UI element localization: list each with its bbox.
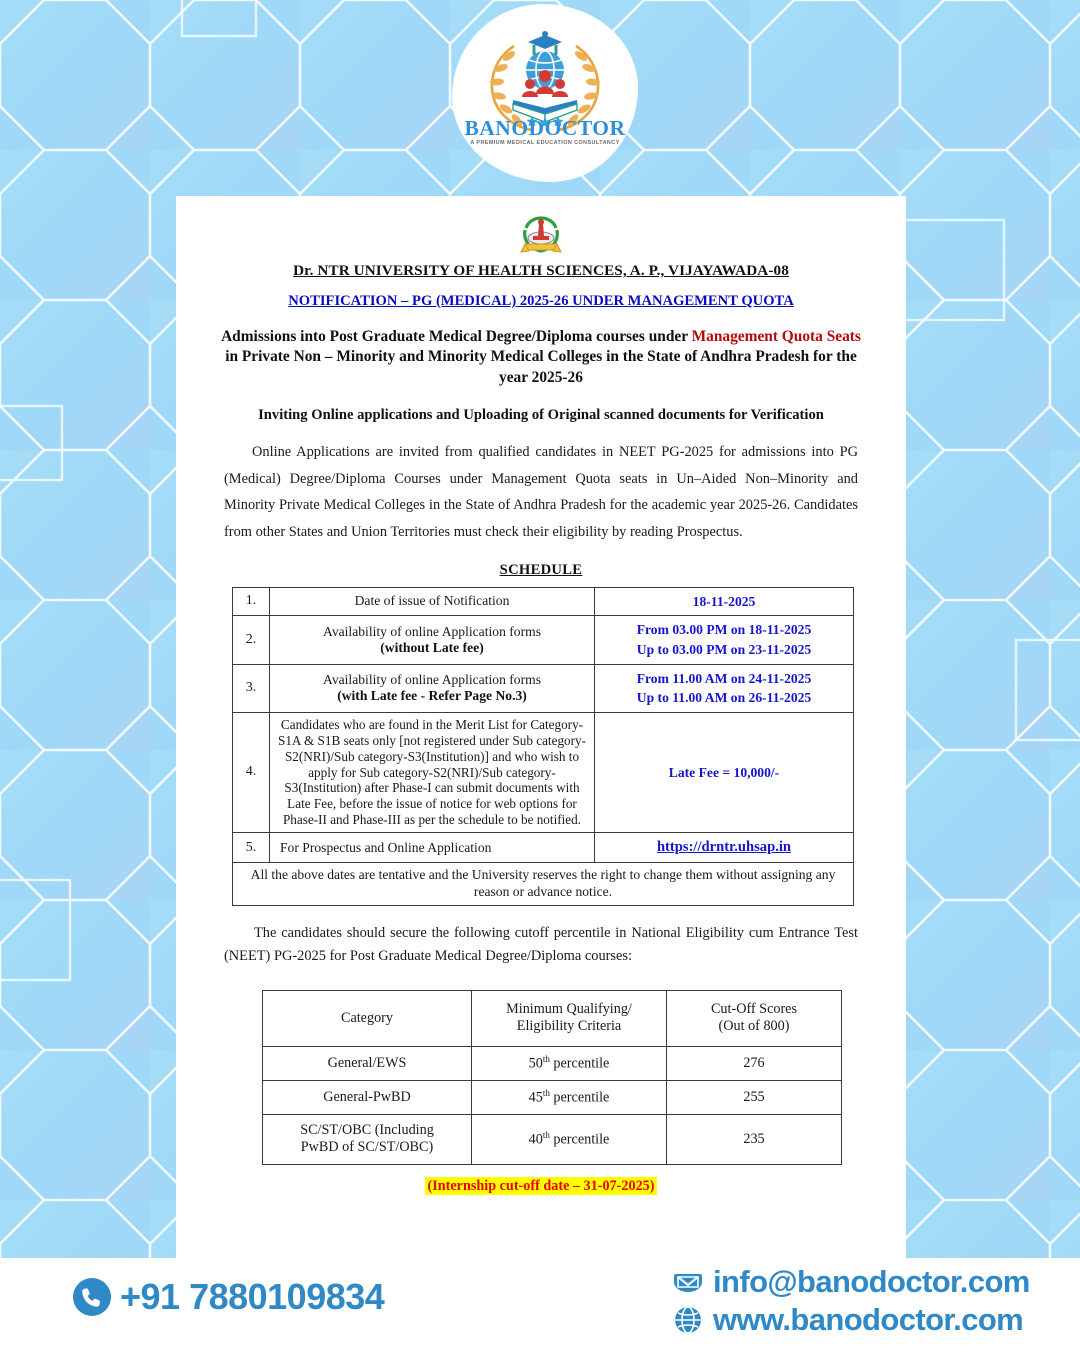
admission-line-3: Colleges in the State of Andhra Pradesh for the year 2025-26	[499, 348, 857, 386]
document-sheet	[176, 196, 906, 1260]
cutoff-paragraph: The candidates should secure the following cutoff percentile in National Eligibility cum Entrance Test (NEET) PG-2025 for Post Graduate Medical Degree/Diploma courses:	[224, 925, 858, 965]
cell-category-line-1: SC/ST/OBC (Including	[300, 1121, 434, 1138]
cell-category	[263, 1114, 472, 1164]
row-description	[270, 616, 595, 664]
desc-text: Availability of online Application forms	[323, 623, 541, 639]
cell-score: 235	[667, 1114, 842, 1164]
percentile-number: 40	[528, 1131, 543, 1148]
row-number: 3.	[233, 664, 270, 712]
inviting-statement: Inviting Online applications and Uploading of Original scanned documents for Verification	[258, 406, 824, 423]
percentile-suffix: th	[542, 1129, 550, 1140]
row-number: 1.	[233, 587, 270, 616]
row-number: 4.	[233, 713, 270, 833]
table-footer-note-row	[233, 863, 854, 906]
admission-statement	[220, 327, 862, 388]
university-title: Dr. NTR UNIVERSITY OF HEALTH SCIENCES, A. P., VIJAYAWADA-08	[293, 262, 789, 279]
email-icon	[672, 1266, 704, 1298]
table-row	[233, 587, 854, 616]
footer-email[interactable]	[672, 1264, 1030, 1300]
footer-phone[interactable]	[72, 1276, 384, 1318]
admission-line-1: Admissions into Post Graduate Medical Degree/Diploma courses under	[221, 328, 688, 345]
logo-emblem-icon	[452, 4, 638, 182]
row-value	[595, 832, 854, 862]
percentile-number: 50	[528, 1055, 543, 1072]
percentile-number: 45	[528, 1089, 543, 1106]
cell-score: 255	[667, 1080, 842, 1114]
notification-title: NOTIFICATION – PG (MEDICAL) 2025-26 UNDER MANAGEMENT QUOTA	[288, 293, 794, 309]
cell-category-line-2: PwBD of SC/ST/OBC)	[300, 1139, 434, 1156]
header-scores-line-1: Cut-Off Scores	[710, 1001, 798, 1018]
value-line-2: Up to 03.00 PM on 23-11-2025	[636, 641, 812, 657]
row-value: 18-11-2025	[595, 587, 854, 616]
footer-email-text: info@banodoctor.com	[713, 1264, 1030, 1299]
cell-category: General/EWS	[263, 1046, 472, 1080]
row-number: 2.	[233, 616, 270, 664]
percentile-suffix: th	[542, 1053, 550, 1064]
footer-phone-text: +91 7880109834	[120, 1276, 385, 1317]
value-line-1: From 03.00 PM on 18-11-2025	[636, 622, 812, 638]
percentile-word: percentile	[549, 1089, 610, 1106]
brand-tagline: A PREMIUM MEDICAL EDUCATION CONSULTANCY	[470, 140, 620, 146]
cell-percentile	[472, 1046, 667, 1080]
percentile-word: percentile	[549, 1131, 610, 1148]
brand-logo	[452, 4, 638, 182]
schedule-footer-note: All the above dates are tentative and the University reserves the right to change them without assigning any reason or advance notice.	[233, 863, 854, 906]
table-row	[233, 616, 854, 664]
notification-document	[176, 196, 906, 1260]
footer-contact-bar	[0, 1262, 1080, 1350]
row-description: Candidates who are found in the Merit List for Category-S1A & S1B seats only [not registered under Sub category-S2(NRI)/Sub category-S3(Institution)] and who wish to apply for Sub category-S2(NRI)/Sub category-S3(Institution) after Phase-I can submit documents with Late Fee, before the issue of notice for web options for Phase-II and Phase-III as per the schedule to be notified.	[270, 713, 595, 833]
row-number: 5.	[233, 832, 270, 862]
row-description: For Prospectus and Online Application	[270, 832, 595, 862]
row-value: Late Fee = 10,000/-	[595, 713, 854, 833]
schedule-heading: SCHEDULE	[499, 561, 583, 578]
row-value	[595, 616, 854, 664]
header-criteria-line-2: Eligibility Criteria	[516, 1018, 622, 1035]
row-value	[595, 664, 854, 712]
schedule-table	[232, 587, 854, 907]
row-description	[270, 664, 595, 712]
brand-name: BANODOCTOR	[464, 116, 626, 140]
cell-percentile	[472, 1114, 667, 1164]
value-line-2: Up to 11.00 AM on 26-11-2025	[636, 690, 812, 706]
table-row	[233, 832, 854, 862]
cell-category: General-PwBD	[263, 1080, 472, 1114]
percentile-suffix: th	[542, 1087, 550, 1098]
header-scores	[667, 991, 842, 1047]
admission-highlight: Management Quota Seats	[691, 328, 861, 345]
desc-bold: (with Late fee - Refer Page No.3)	[337, 688, 527, 704]
desc-text: Availability of online Application forms	[323, 672, 541, 688]
university-emblem-icon	[519, 214, 563, 256]
table-header-row	[263, 991, 842, 1047]
desc-bold: (without Late fee)	[380, 639, 484, 655]
table-row	[263, 1080, 842, 1114]
globe-icon	[672, 1304, 704, 1336]
header-criteria	[472, 991, 667, 1047]
intro-paragraph: Online Applications are invited from qualified candidates in NEET PG-2025 for admissions into PG (Medical) Degree/Diploma Courses under Management Quota seats in Un–Aided Non–Minority and Minority Private Medical Colleges in the State of Andhra Pradesh for the academic year 2025-26. Candidates from other States and Union Territories must check their eligibility by reading Prospectus.	[224, 443, 858, 540]
percentile-word: percentile	[549, 1055, 610, 1072]
table-row	[263, 1046, 842, 1080]
footer-website[interactable]	[672, 1302, 1030, 1338]
cutoff-table	[262, 990, 842, 1164]
prospectus-link[interactable]: https://drntr.uhsap.in	[656, 838, 792, 855]
cell-percentile	[472, 1080, 667, 1114]
table-row	[233, 664, 854, 712]
internship-note: (Internship cut-off date – 31-07-2025)	[425, 1177, 658, 1195]
value-line-1: From 11.00 AM on 24-11-2025	[636, 670, 812, 686]
footer-web-contacts	[672, 1264, 1030, 1340]
internship-note-wrap	[176, 1177, 906, 1195]
header-criteria-line-1: Minimum Qualifying/	[506, 1001, 632, 1018]
footer-website-text: www.banodoctor.com	[713, 1302, 1024, 1337]
admission-line-2: in Private Non – Minority and Minority Medical	[225, 348, 544, 366]
header-scores-line-2: (Out of 800)	[718, 1018, 790, 1035]
table-row	[263, 1114, 842, 1164]
table-row	[233, 713, 854, 833]
phone-icon	[72, 1277, 112, 1317]
row-description: Date of issue of Notification	[270, 587, 595, 616]
cell-score: 276	[667, 1046, 842, 1080]
header-category: Category	[263, 991, 472, 1047]
